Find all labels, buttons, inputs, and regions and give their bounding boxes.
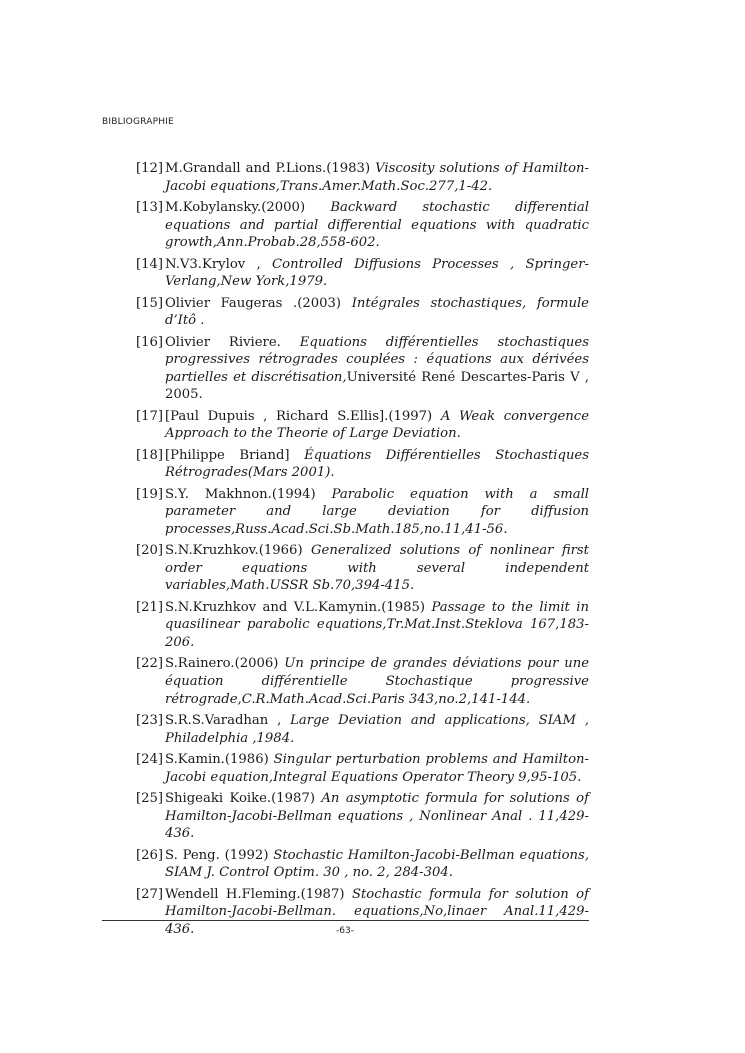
reference-title: Singular perturbation problems and Hamilton-Jacobi equation,Integral Equations Operator Theory 9,95-105.: [165, 751, 589, 785]
reference-authors: N.V3.Krylov ,: [165, 256, 261, 272]
reference-item: [136, 847, 589, 882]
reference-title: Stochastic formula for solution of Hamilton-Jacobi-Bellman. equations,No,linaer Anal.11,429-436.: [165, 886, 589, 937]
footer-rule: [102, 920, 589, 921]
reference-number: [20]: [136, 543, 164, 559]
reference-number: [23]: [136, 712, 164, 728]
reference-text: [165, 847, 589, 882]
reference-title: Controlled Diffusions Processes , Springer-Verlang,New York,1979.: [165, 256, 589, 290]
reference-title: Large Deviation and applications, SIAM , Philadelphia ,1984.: [165, 712, 589, 746]
reference-authors: S.R.S.Varadhan ,: [165, 712, 282, 728]
reference-text: [165, 712, 589, 747]
reference-title: A Weak convergence Approach to the Theorie of Large Deviation.: [165, 408, 589, 442]
reference-number: [24]: [136, 751, 164, 767]
reference-authors: Olivier Riviere.: [165, 334, 281, 350]
reference-item: [136, 542, 589, 595]
reference-title: Viscosity solutions of Hamilton-Jacobi equations,Trans.Amer.Math.Soc.277,1-42.: [165, 161, 589, 194]
reference-number: [25]: [136, 790, 164, 806]
reference-title: Equations différentielles stochastiques progressives rétrogrades couplées : équations aux dérivées partielles et discrétisation,: [165, 334, 589, 385]
reference-title: Passage to the limit in quasilinear parabolic equations,Tr.Mat.Inst.Steklova 167,183-206.: [165, 599, 589, 651]
reference-text: [165, 599, 589, 652]
reference-item: [136, 256, 589, 291]
reference-text: [165, 655, 589, 708]
reference-list: [136, 160, 589, 942]
reference-authors: S.Y. Makhnon.(1994): [165, 486, 316, 502]
reference-authors: [Philippe Briand]: [165, 447, 290, 463]
reference-number: [19]: [136, 486, 164, 502]
reference-text: [165, 486, 589, 539]
reference-authors: S.Kamin.(1986): [165, 751, 269, 767]
reference-text: [165, 447, 589, 482]
reference-authors: M.Kobylansky.(2000): [165, 199, 306, 215]
reference-authors: Wendell H.Fleming.(1987): [165, 886, 345, 902]
reference-item: [136, 655, 589, 708]
reference-title: An asymptotic formula for solutions of Hamilton-Jacobi-Bellman equations , Nonlinear Anal . 11,429-436.: [165, 790, 589, 842]
reference-number: [22]: [136, 656, 164, 672]
reference-authors: S.Rainero.(2006): [165, 656, 279, 672]
reference-title: Équations Différentielles Stochastiques Rétrogrades(Mars 2001).: [165, 447, 590, 481]
reference-title: Backward stochastic differential equations and partial differential equations with quadratic growth,Ann.Probab.28,558-602.: [165, 199, 589, 251]
reference-number: [12]: [136, 161, 164, 176]
reference-text: [165, 408, 589, 443]
reference-text: [165, 160, 589, 195]
reference-item: [136, 408, 589, 443]
reference-number: [26]: [136, 847, 164, 863]
reference-number: [13]: [136, 199, 164, 215]
reference-authors: S. Peng. (1992): [165, 847, 269, 863]
reference-title: Stochastic Hamilton-Jacobi-Bellman equations, SIAM J. Control Optim. 30 , no. 2, 284-304.: [165, 847, 590, 881]
reference-number: [18]: [136, 447, 164, 463]
page-number: -63-: [336, 926, 354, 936]
reference-title: Parabolic equation with a small parameter and large deviation for diffusion processes,Russ.Acad.Sci.Sb.Math.185,no.11,41-56.: [165, 486, 589, 537]
reference-title: Generalized solutions of nonlinear first order equations with several independent variables,Math.USSR Sb.70,394-415.: [165, 543, 589, 594]
reference-number: [27]: [136, 886, 164, 902]
reference-item: [136, 160, 589, 195]
reference-text: [165, 790, 589, 843]
reference-authors: S.N.Kruzhkov.(1966): [165, 543, 303, 559]
running-header: BIBLIOGRAPHIE: [102, 117, 174, 127]
reference-publisher: Université René Descartes-Paris V , 2005.: [165, 369, 589, 403]
reference-authors: M.Grandall and P.Lions.(1983): [165, 161, 371, 176]
reference-authors: Olivier Faugeras .(2003): [165, 295, 342, 311]
reference-title: Intégrales stochastiques, formule d’Itô .: [165, 295, 589, 329]
reference-item: [136, 447, 589, 482]
reference-text: [165, 542, 589, 595]
reference-text: [165, 199, 589, 252]
reference-text: [165, 295, 589, 330]
reference-item: [136, 199, 589, 252]
reference-text: [165, 751, 589, 786]
reference-number: [17]: [136, 408, 164, 424]
reference-text: [165, 334, 589, 404]
reference-number: [21]: [136, 599, 164, 615]
reference-item: [136, 599, 589, 652]
reference-number: [16]: [136, 334, 164, 350]
reference-item: [136, 751, 589, 786]
reference-number: [15]: [136, 295, 164, 311]
reference-item: [136, 295, 589, 330]
reference-title: Un principe de grandes déviations pour une équation différentielle Stochastique progressive rétrograde,C.R.Math.Acad.Sci.Paris 343,no.2,141-144.: [165, 656, 589, 707]
reference-authors: Shigeaki Koike.(1987): [165, 790, 315, 806]
reference-item: [136, 790, 589, 843]
reference-authors: S.N.Kruzhkov and V.L.Kamynin.(1985): [165, 599, 426, 615]
reference-item: [136, 712, 589, 747]
reference-item: [136, 486, 589, 539]
reference-number: [14]: [136, 256, 164, 272]
reference-item: [136, 334, 589, 404]
reference-text: [165, 256, 589, 291]
reference-authors: [Paul Dupuis , Richard S.Ellis].(1997): [165, 408, 433, 424]
